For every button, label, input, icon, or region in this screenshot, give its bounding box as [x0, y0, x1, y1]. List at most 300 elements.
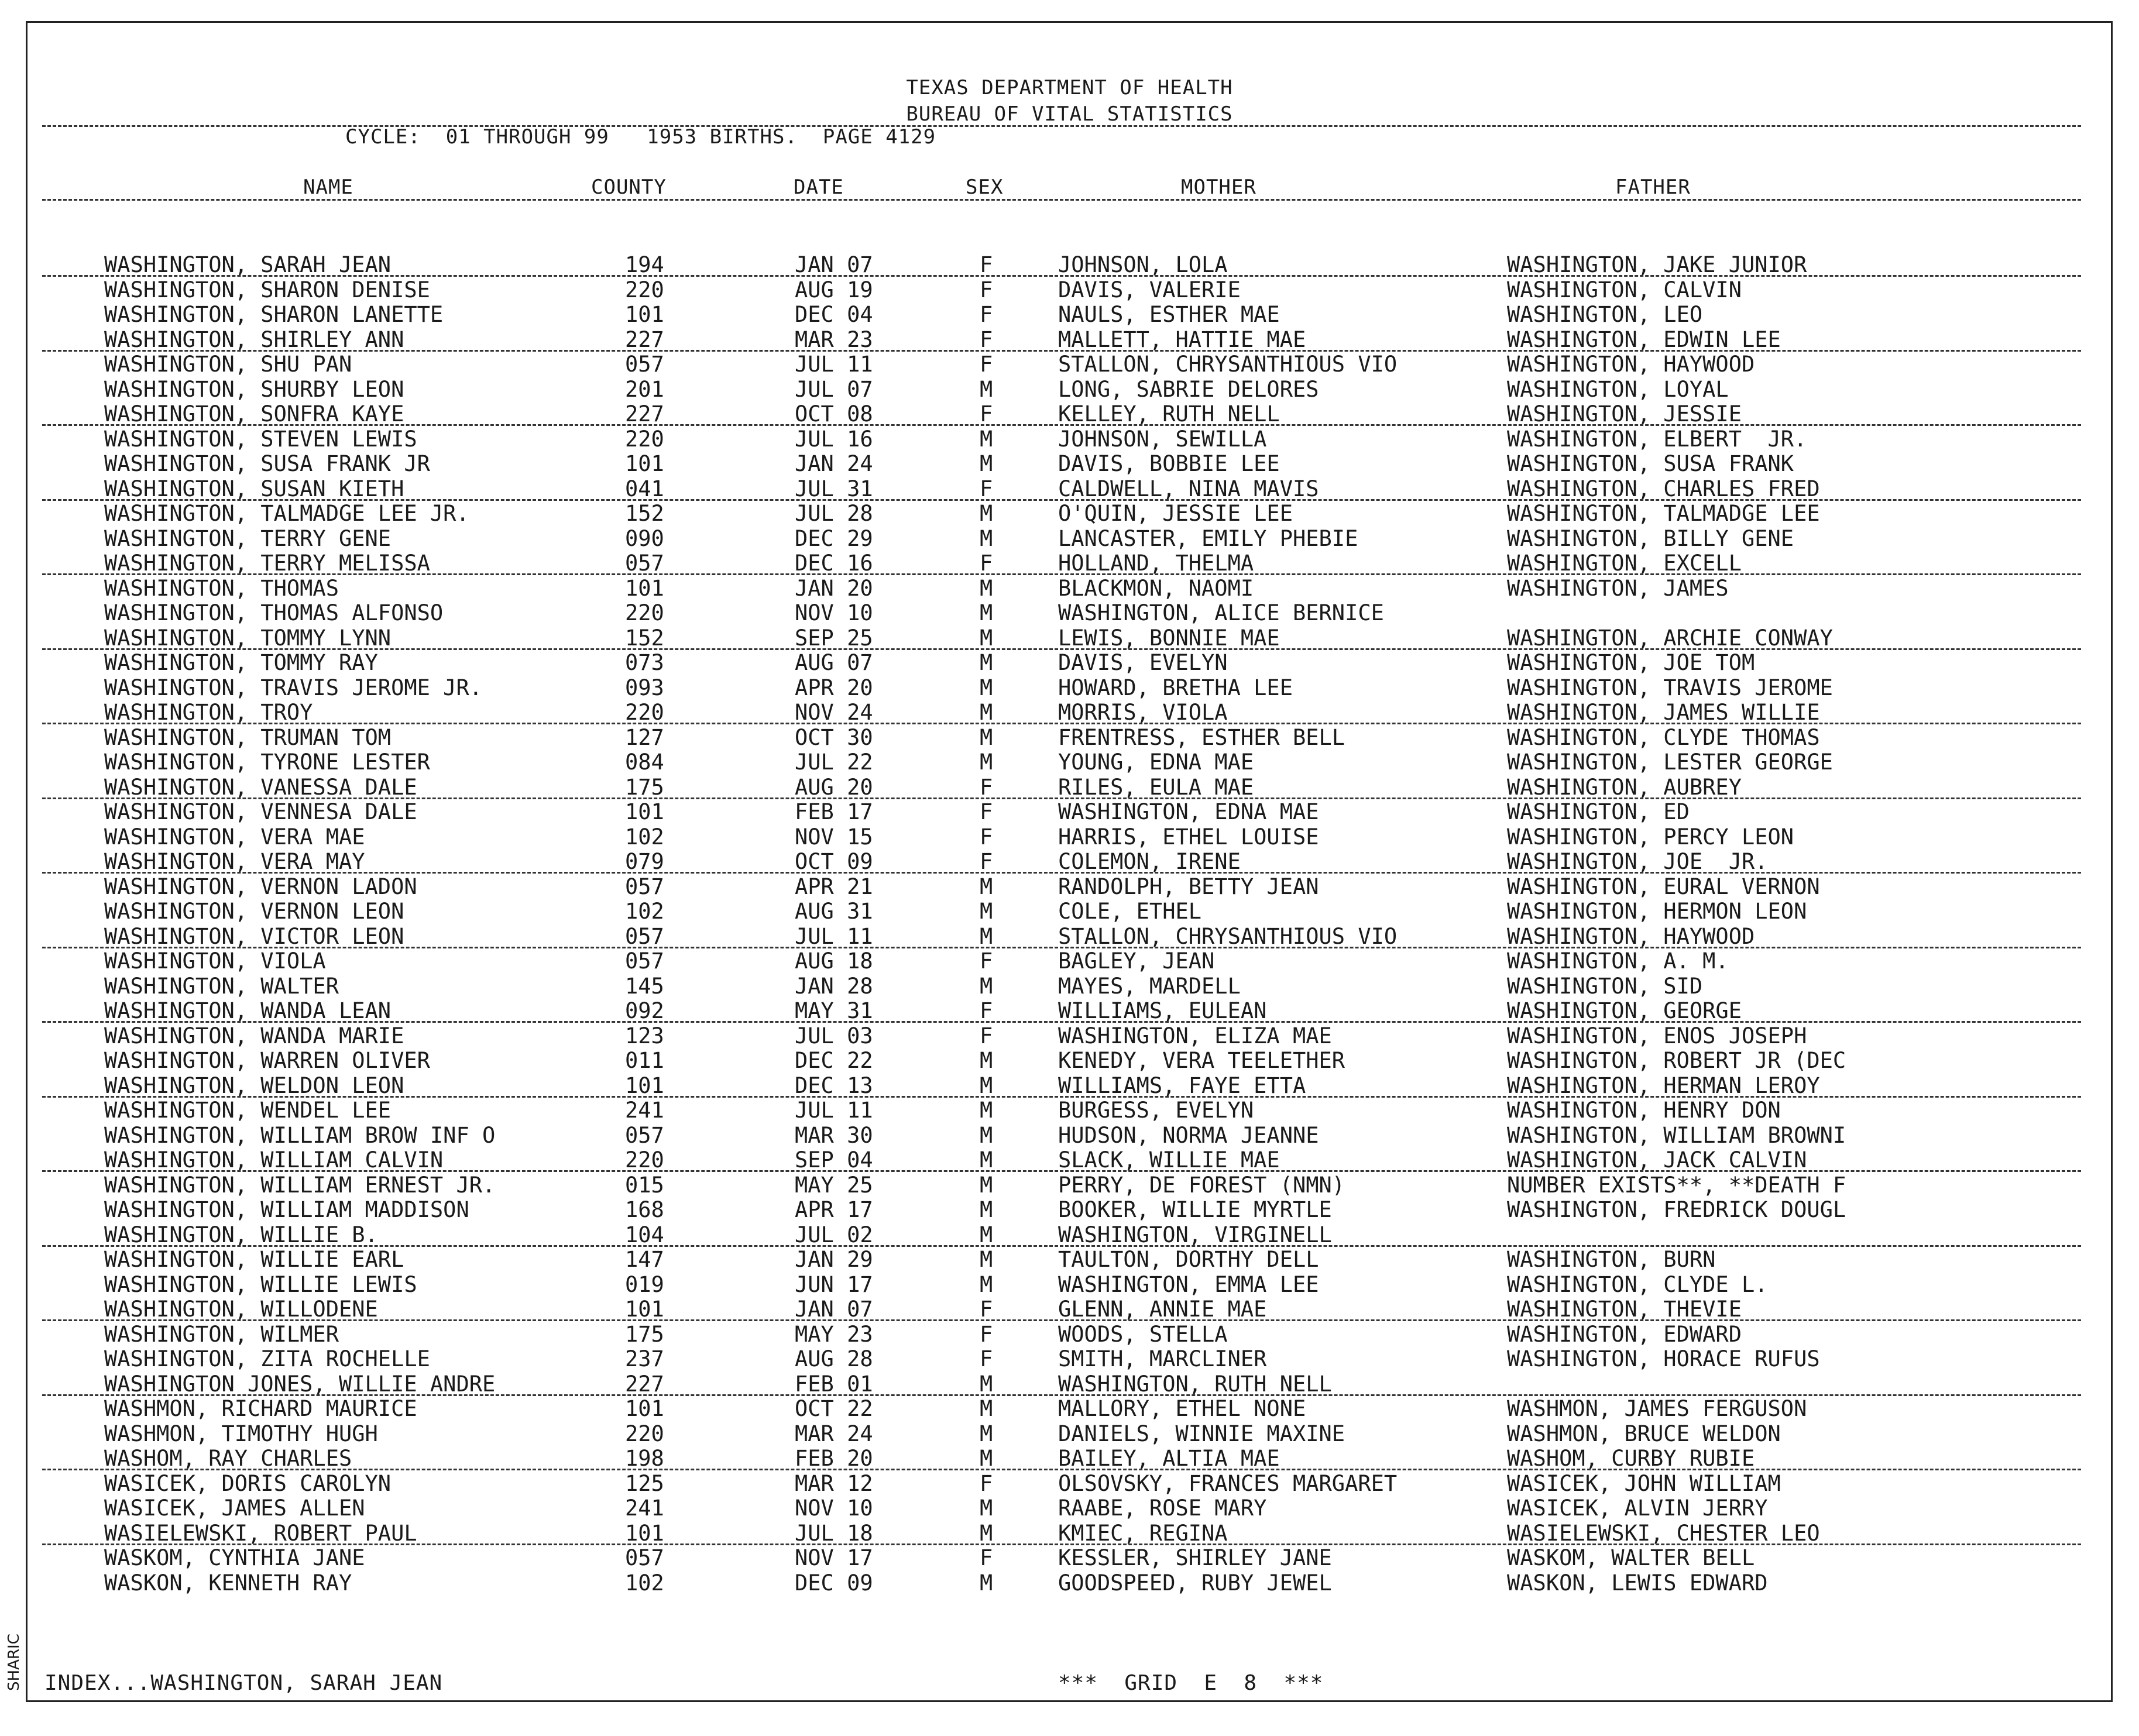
- cell-sex: F: [980, 352, 993, 377]
- cell-county: 220: [625, 277, 664, 302]
- cell-father: WASHINGTON, AUBREY: [1507, 775, 1742, 800]
- cell-mother: STALLON, CHRYSANTHIOUS VIO: [1058, 924, 1398, 949]
- cell-date: MAY 31: [795, 998, 873, 1023]
- cell-sex: M: [980, 1147, 993, 1173]
- cell-sex: F: [980, 1545, 993, 1570]
- cell-father: WASHINGTON, CHARLES FRED: [1507, 476, 1820, 501]
- cell-date: MAR 23: [795, 327, 873, 352]
- table-row: [0, 1198, 2139, 1222]
- cell-father: WASHINGTON, EDWARD: [1507, 1322, 1742, 1347]
- cell-sex: F: [980, 775, 993, 800]
- cell-date: MAR 12: [795, 1471, 873, 1496]
- cell-date: DEC 09: [795, 1570, 873, 1596]
- cell-name: WASHINGTON, SHURBY LEON: [104, 377, 404, 402]
- cell-mother: GLENN, ANNIE MAE: [1058, 1297, 1267, 1322]
- table-row: [0, 676, 2139, 700]
- cell-county: 079: [625, 849, 664, 874]
- cell-county: 198: [625, 1446, 664, 1471]
- cell-county: 227: [625, 1371, 664, 1397]
- cell-county: 057: [625, 352, 664, 377]
- cell-father: WASKON, LEWIS EDWARD: [1507, 1570, 1768, 1596]
- cell-date: APR 21: [795, 874, 873, 899]
- cell-county: 125: [625, 1471, 664, 1496]
- cell-name: WASHINGTON, SUSAN KIETH: [104, 476, 404, 501]
- cell-sex: F: [980, 476, 993, 501]
- cell-mother: WILLIAMS, FAYE ETTA: [1058, 1073, 1306, 1098]
- cell-name: WASHINGTON, SONFRA KAYE: [104, 401, 404, 427]
- cell-sex: M: [980, 924, 993, 949]
- table-row: [0, 1074, 2139, 1098]
- cell-county: 101: [625, 451, 664, 476]
- cell-father: WASHINGTON, ED: [1507, 799, 1690, 824]
- table-row: [0, 551, 2139, 576]
- cell-mother: KELLEY, RUTH NELL: [1058, 401, 1280, 427]
- cell-father: WASHINGTON, HERMON LEON: [1507, 899, 1807, 924]
- table-row: [0, 1372, 2139, 1397]
- cell-mother: TAULTON, DORTHY DELL: [1058, 1247, 1319, 1272]
- cell-mother: NAULS, ESTHER MAE: [1058, 302, 1280, 327]
- cell-county: 127: [625, 725, 664, 750]
- cell-name: WASHINGTON, WANDA LEAN: [104, 998, 392, 1023]
- cell-name: WASHINGTON, VERNON LEON: [104, 899, 404, 924]
- cell-date: DEC 13: [795, 1073, 873, 1098]
- table-row: [0, 1024, 2139, 1049]
- cell-name: WASHINGTON, TOMMY LYNN: [104, 625, 392, 651]
- cell-father: WASICEK, JOHN WILLIAM: [1507, 1471, 1781, 1496]
- cell-father: WASHINGTON, JOE JR.: [1507, 849, 1768, 874]
- cell-father: WASHINGTON, BURN: [1507, 1247, 1716, 1272]
- col-header-sex: SEX: [966, 176, 1004, 199]
- cell-sex: M: [980, 1272, 993, 1297]
- cell-sex: M: [980, 600, 993, 625]
- cell-name: WASHINGTON, SHARON DENISE: [104, 277, 430, 302]
- cell-name: WASHMON, TIMOTHY HUGH: [104, 1421, 378, 1446]
- cell-county: 104: [625, 1222, 664, 1247]
- cell-date: AUG 28: [795, 1346, 873, 1371]
- cell-name: WASHINGTON, TOMMY RAY: [104, 650, 378, 675]
- table-row: [0, 427, 2139, 452]
- cell-name: WASHINGTON, SARAH JEAN: [104, 252, 392, 277]
- cell-county: 090: [625, 526, 664, 551]
- cell-county: 057: [625, 948, 664, 974]
- cell-name: WASHINGTON, WALTER: [104, 974, 339, 999]
- cell-date: JUN 17: [795, 1272, 873, 1297]
- cell-father: WASKOM, WALTER BELL: [1507, 1545, 1755, 1570]
- cell-name: WASIELEWSKI, ROBERT PAUL: [104, 1521, 417, 1546]
- table-row: [0, 1223, 2139, 1247]
- cell-sex: F: [980, 824, 993, 850]
- cell-sex: F: [980, 277, 993, 302]
- cell-sex: F: [980, 948, 993, 974]
- cell-mother: KESSLER, SHIRLEY JANE: [1058, 1545, 1332, 1570]
- cell-mother: DAVIS, BOBBIE LEE: [1058, 451, 1280, 476]
- cell-name: WASHINGTON, WANDA MARIE: [104, 1023, 404, 1049]
- cell-sex: M: [980, 974, 993, 999]
- col-header-county: COUNTY: [591, 176, 667, 199]
- cell-name: WASHINGTON, TRUMAN TOM: [104, 725, 392, 750]
- cell-date: NOV 10: [795, 1496, 873, 1521]
- cell-date: JUL 31: [795, 476, 873, 501]
- cell-county: 011: [625, 1048, 664, 1073]
- cell-name: WASHOM, RAY CHARLES: [104, 1446, 352, 1471]
- cell-mother: PERRY, DE FOREST (NMN): [1058, 1173, 1345, 1198]
- cell-mother: SLACK, WILLIE MAE: [1058, 1147, 1280, 1173]
- cell-mother: O'QUIN, JESSIE LEE: [1058, 501, 1293, 526]
- cell-father: WASHINGTON, EURAL VERNON: [1507, 874, 1820, 899]
- table-row: [0, 800, 2139, 824]
- cell-date: FEB 01: [795, 1371, 873, 1397]
- cell-sex: M: [980, 1570, 993, 1596]
- cell-date: OCT 09: [795, 849, 873, 874]
- cell-father: WASHINGTON, HORACE RUFUS: [1507, 1346, 1820, 1371]
- cell-date: DEC 29: [795, 526, 873, 551]
- cell-mother: GOODSPEED, RUBY JEWEL: [1058, 1570, 1332, 1596]
- cell-county: 220: [625, 427, 664, 452]
- cell-father: WASHINGTON, JAKE JUNIOR: [1507, 252, 1807, 277]
- cell-father: WASHINGTON, LEO: [1507, 302, 1703, 327]
- cell-father: WASHINGTON, HAYWOOD: [1507, 352, 1755, 377]
- cell-county: 147: [625, 1247, 664, 1272]
- column-header-rule: [42, 199, 2081, 201]
- cell-name: WASHINGTON, TYRONE LESTER: [104, 750, 430, 775]
- cell-date: DEC 16: [795, 551, 873, 576]
- cell-date: OCT 30: [795, 725, 873, 750]
- cell-name: WASHINGTON, VERA MAE: [104, 824, 365, 850]
- cell-father: WASIELEWSKI, CHESTER LEO: [1507, 1521, 1820, 1546]
- cell-sex: M: [980, 1421, 993, 1446]
- cell-sex: M: [980, 1496, 993, 1521]
- cell-sex: F: [980, 849, 993, 874]
- table-row: [0, 1173, 2139, 1198]
- cell-sex: M: [980, 427, 993, 452]
- cell-sex: M: [980, 725, 993, 750]
- cell-county: 084: [625, 750, 664, 775]
- cell-name: WASHINGTON, WELDON LEON: [104, 1073, 404, 1098]
- table-row: [0, 651, 2139, 675]
- cell-date: DEC 22: [795, 1048, 873, 1073]
- cell-mother: KMIEC, REGINA: [1058, 1521, 1228, 1546]
- table-row: [0, 999, 2139, 1023]
- col-header-name: NAME: [303, 176, 353, 199]
- table-row: [0, 924, 2139, 949]
- table-row: [0, 1472, 2139, 1496]
- cell-county: 101: [625, 1521, 664, 1546]
- cell-sex: M: [980, 1197, 993, 1222]
- cell-date: NOV 15: [795, 824, 873, 850]
- cell-name: WASHINGTON, VANESSA DALE: [104, 775, 417, 800]
- cell-father: WASHINGTON, TALMADGE LEE: [1507, 501, 1820, 526]
- cell-mother: MALLORY, ETHEL NONE: [1058, 1396, 1306, 1421]
- cell-mother: BOOKER, WILLIE MYRTLE: [1058, 1197, 1332, 1222]
- col-header-mother: MOTHER: [1181, 176, 1256, 199]
- cell-county: 057: [625, 924, 664, 949]
- cell-mother: YOUNG, EDNA MAE: [1058, 750, 1254, 775]
- cell-county: 101: [625, 1297, 664, 1322]
- cell-date: JUL 18: [795, 1521, 873, 1546]
- cell-sex: M: [980, 1396, 993, 1421]
- table-row: [0, 875, 2139, 899]
- cell-name: WASHINGTON, WILLIAM ERNEST JR.: [104, 1173, 496, 1198]
- cell-name: WASHINGTON, VERA MAY: [104, 849, 365, 874]
- cell-county: 168: [625, 1197, 664, 1222]
- table-row: [0, 1397, 2139, 1421]
- cell-name: WASHINGTON, WILLIE B.: [104, 1222, 378, 1247]
- cell-date: DEC 04: [795, 302, 873, 327]
- table-row: [0, 974, 2139, 999]
- cell-date: JUL 11: [795, 1098, 873, 1123]
- table-row: [0, 775, 2139, 800]
- cell-sex: F: [980, 1322, 993, 1347]
- cell-name: WASHINGTON, ZITA ROCHELLE: [104, 1346, 430, 1371]
- cell-name: WASHINGTON JONES, WILLIE ANDRE: [104, 1371, 496, 1397]
- cell-sex: M: [980, 451, 993, 476]
- cell-sex: M: [980, 1371, 993, 1397]
- cell-date: JUL 22: [795, 750, 873, 775]
- cell-father: WASHINGTON, FREDRICK DOUGL: [1507, 1197, 1846, 1222]
- cell-father: WASHINGTON, JAMES WILLIE: [1507, 700, 1820, 725]
- cell-date: SEP 04: [795, 1147, 873, 1173]
- cell-county: 201: [625, 377, 664, 402]
- table-row: [0, 501, 2139, 526]
- cell-sex: M: [980, 526, 993, 551]
- cell-date: NOV 10: [795, 600, 873, 625]
- table-row: [0, 302, 2139, 327]
- cell-mother: BLACKMON, NAOMI: [1058, 576, 1254, 601]
- cell-date: MAY 25: [795, 1173, 873, 1198]
- cycle-line: CYCLE: 01 THROUGH 99 1953 BIRTHS. PAGE 4129: [345, 125, 936, 149]
- cell-sex: F: [980, 401, 993, 427]
- cell-father: WASHINGTON, HERMAN LEROY: [1507, 1073, 1820, 1098]
- cell-mother: KENEDY, VERA TEELETHER: [1058, 1048, 1345, 1073]
- cell-sex: F: [980, 302, 993, 327]
- cell-county: 237: [625, 1346, 664, 1371]
- cell-mother: RAABE, ROSE MARY: [1058, 1496, 1267, 1521]
- table-row: [0, 1322, 2139, 1347]
- cell-county: 227: [625, 327, 664, 352]
- cell-mother: JOHNSON, SEWILLA: [1058, 427, 1267, 452]
- cell-date: JUL 11: [795, 352, 873, 377]
- side-label: SHARIC: [5, 1634, 23, 1691]
- cell-county: 152: [625, 501, 664, 526]
- cell-sex: M: [980, 1048, 993, 1073]
- cell-father: WASHINGTON, HAYWOOD: [1507, 924, 1755, 949]
- cell-county: 241: [625, 1496, 664, 1521]
- cell-sex: F: [980, 1023, 993, 1049]
- cell-father: WASHINGTON, LESTER GEORGE: [1507, 750, 1833, 775]
- cell-name: WASHINGTON, WENDEL LEE: [104, 1098, 392, 1123]
- cell-mother: JOHNSON, LOLA: [1058, 252, 1228, 277]
- cell-father: WASHINGTON, JAMES: [1507, 576, 1729, 601]
- cell-county: 241: [625, 1098, 664, 1123]
- cell-date: OCT 08: [795, 401, 873, 427]
- col-header-date: DATE: [794, 176, 844, 199]
- cell-father: WASHOM, CURBY RUBIE: [1507, 1446, 1755, 1471]
- table-row: [0, 825, 2139, 850]
- cell-date: JUL 11: [795, 924, 873, 949]
- table-row: [0, 1422, 2139, 1446]
- cell-date: AUG 18: [795, 948, 873, 974]
- cell-mother: RILES, EULA MAE: [1058, 775, 1254, 800]
- cell-father: WASHINGTON, SID: [1507, 974, 1703, 999]
- cell-sex: M: [980, 700, 993, 725]
- cell-county: 194: [625, 252, 664, 277]
- cell-father: WASHINGTON, BILLY GENE: [1507, 526, 1794, 551]
- cell-mother: MORRIS, VIOLA: [1058, 700, 1228, 725]
- cell-name: WASHINGTON, SUSA FRANK JR: [104, 451, 430, 476]
- cell-date: MAY 23: [795, 1322, 873, 1347]
- cell-sex: F: [980, 799, 993, 824]
- cell-mother: WASHINGTON, RUTH NELL: [1058, 1371, 1332, 1397]
- cell-date: JUL 16: [795, 427, 873, 452]
- table-row: [0, 601, 2139, 625]
- cell-sex: M: [980, 1247, 993, 1272]
- cell-mother: WASHINGTON, VIRGINELL: [1058, 1222, 1332, 1247]
- cell-father: WASHINGTON, THEVIE: [1507, 1297, 1742, 1322]
- cell-date: NOV 24: [795, 700, 873, 725]
- cell-sex: M: [980, 1073, 993, 1098]
- table-row: [0, 1148, 2139, 1173]
- cell-date: MAR 30: [795, 1123, 873, 1148]
- cell-mother: WASHINGTON, EMMA LEE: [1058, 1272, 1319, 1297]
- cell-father: WASHINGTON, HENRY DON: [1507, 1098, 1781, 1123]
- cell-sex: F: [980, 551, 993, 576]
- table-row: [0, 850, 2139, 874]
- cell-date: AUG 31: [795, 899, 873, 924]
- cell-sex: M: [980, 1123, 993, 1148]
- cell-name: WASICEK, JAMES ALLEN: [104, 1496, 365, 1521]
- cell-name: WASHINGTON, SHARON LANETTE: [104, 302, 444, 327]
- table-row: [0, 726, 2139, 750]
- department-title: TEXAS DEPARTMENT OF HEALTH: [906, 76, 1233, 99]
- cell-mother: OLSOVSKY, FRANCES MARGARET: [1058, 1471, 1398, 1496]
- cell-mother: CALDWELL, NINA MAVIS: [1058, 476, 1319, 501]
- cell-father: WASHMON, JAMES FERGUSON: [1507, 1396, 1807, 1421]
- cell-sex: M: [980, 1173, 993, 1198]
- cell-sex: M: [980, 874, 993, 899]
- cell-date: FEB 17: [795, 799, 873, 824]
- cell-father: WASHINGTON, CLYDE L.: [1507, 1272, 1768, 1297]
- cell-father: WASHINGTON, EXCELL: [1507, 551, 1742, 576]
- cell-name: WASHINGTON, TERRY MELISSA: [104, 551, 430, 576]
- table-row: [0, 477, 2139, 501]
- cell-father: WASHINGTON, GEORGE: [1507, 998, 1742, 1023]
- cell-sex: M: [980, 377, 993, 402]
- cell-name: WASHINGTON, TROY: [104, 700, 313, 725]
- table-row: [0, 1297, 2139, 1322]
- table-row: [0, 1247, 2139, 1272]
- cell-father: WASHINGTON, JOE TOM: [1507, 650, 1755, 675]
- table-row: [0, 377, 2139, 402]
- index-footer: INDEX...WASHINGTON, SARAH JEAN: [44, 1671, 443, 1695]
- table-row: [0, 352, 2139, 377]
- cell-county: 093: [625, 675, 664, 700]
- cell-mother: RANDOLPH, BETTY JEAN: [1058, 874, 1319, 899]
- cell-date: JAN 24: [795, 451, 873, 476]
- cell-county: 073: [625, 650, 664, 675]
- table-row: [0, 527, 2139, 551]
- cell-date: OCT 22: [795, 1396, 873, 1421]
- cell-name: WASHINGTON, VIOLA: [104, 948, 326, 974]
- cell-name: WASHINGTON, TRAVIS JEROME JR.: [104, 675, 483, 700]
- cell-mother: DANIELS, WINNIE MAXINE: [1058, 1421, 1345, 1446]
- cell-name: WASHINGTON, THOMAS ALFONSO: [104, 600, 444, 625]
- cell-name: WASHINGTON, WILLODENE: [104, 1297, 378, 1322]
- cell-sex: M: [980, 1222, 993, 1247]
- cell-sex: M: [980, 1446, 993, 1471]
- cell-mother: HOLLAND, THELMA: [1058, 551, 1254, 576]
- table-row: [0, 253, 2139, 277]
- cell-mother: BAILEY, ALTIA MAE: [1058, 1446, 1280, 1471]
- cell-father: WASHINGTON, TRAVIS JEROME: [1507, 675, 1833, 700]
- cell-county: 102: [625, 899, 664, 924]
- cell-mother: BURGESS, EVELYN: [1058, 1098, 1254, 1123]
- cell-name: WASHINGTON, WILLIAM CALVIN: [104, 1147, 444, 1173]
- cell-date: JAN 20: [795, 576, 873, 601]
- cell-mother: LONG, SABRIE DELORES: [1058, 377, 1319, 402]
- cell-name: WASHINGTON, THOMAS: [104, 576, 339, 601]
- cell-mother: WILLIAMS, EULEAN: [1058, 998, 1267, 1023]
- cell-name: WASKON, KENNETH RAY: [104, 1570, 352, 1596]
- cell-name: WASHINGTON, VERNON LADON: [104, 874, 417, 899]
- cell-name: WASHINGTON, WARREN OLIVER: [104, 1048, 430, 1073]
- cell-sex: M: [980, 1521, 993, 1546]
- cell-sex: F: [980, 998, 993, 1023]
- cell-sex: F: [980, 1297, 993, 1322]
- table-row: [0, 1273, 2139, 1297]
- cell-county: 019: [625, 1272, 664, 1297]
- cell-father: NUMBER EXISTS**, **DEATH F: [1507, 1173, 1846, 1198]
- cell-county: 227: [625, 401, 664, 427]
- cell-name: WASHMON, RICHARD MAURICE: [104, 1396, 417, 1421]
- cell-sex: M: [980, 675, 993, 700]
- col-header-father: FATHER: [1615, 176, 1691, 199]
- cell-father: WASHINGTON, ENOS JOSEPH: [1507, 1023, 1807, 1049]
- cell-name: WASHINGTON, TERRY GENE: [104, 526, 392, 551]
- cell-mother: WASHINGTON, ELIZA MAE: [1058, 1023, 1332, 1049]
- cell-mother: DAVIS, EVELYN: [1058, 650, 1228, 675]
- cell-date: MAR 24: [795, 1421, 873, 1446]
- cell-date: JUL 03: [795, 1023, 873, 1049]
- cell-name: WASHINGTON, WILLIAM MADDISON: [104, 1197, 469, 1222]
- cell-county: 220: [625, 600, 664, 625]
- cell-name: WASHINGTON, VICTOR LEON: [104, 924, 404, 949]
- cell-mother: MALLETT, HATTIE MAE: [1058, 327, 1306, 352]
- cell-father: WASHINGTON, LOYAL: [1507, 377, 1729, 402]
- table-row: [0, 452, 2139, 476]
- cell-date: JUL 07: [795, 377, 873, 402]
- cell-sex: M: [980, 501, 993, 526]
- cell-father: WASHINGTON, A. M.: [1507, 948, 1729, 974]
- cell-county: 145: [625, 974, 664, 999]
- table-row: [0, 899, 2139, 924]
- cell-sex: M: [980, 899, 993, 924]
- table-row: [0, 700, 2139, 725]
- cell-mother: LANCASTER, EMILY PHEBIE: [1058, 526, 1358, 551]
- table-row: [0, 402, 2139, 427]
- cell-sex: M: [980, 650, 993, 675]
- cell-name: WASHINGTON, SHU PAN: [104, 352, 352, 377]
- cell-date: SEP 25: [795, 625, 873, 651]
- cell-name: WASHINGTON, TALMADGE LEE JR.: [104, 501, 469, 526]
- cell-mother: WASHINGTON, ALICE BERNICE: [1058, 600, 1384, 625]
- table-row: [0, 1446, 2139, 1471]
- cell-county: 101: [625, 302, 664, 327]
- table-row: [0, 1049, 2139, 1073]
- cell-date: JUL 28: [795, 501, 873, 526]
- cell-father: WASHINGTON, JACK CALVIN: [1507, 1147, 1807, 1173]
- table-row: [0, 1521, 2139, 1546]
- cell-name: WASKOM, CYNTHIA JANE: [104, 1545, 365, 1570]
